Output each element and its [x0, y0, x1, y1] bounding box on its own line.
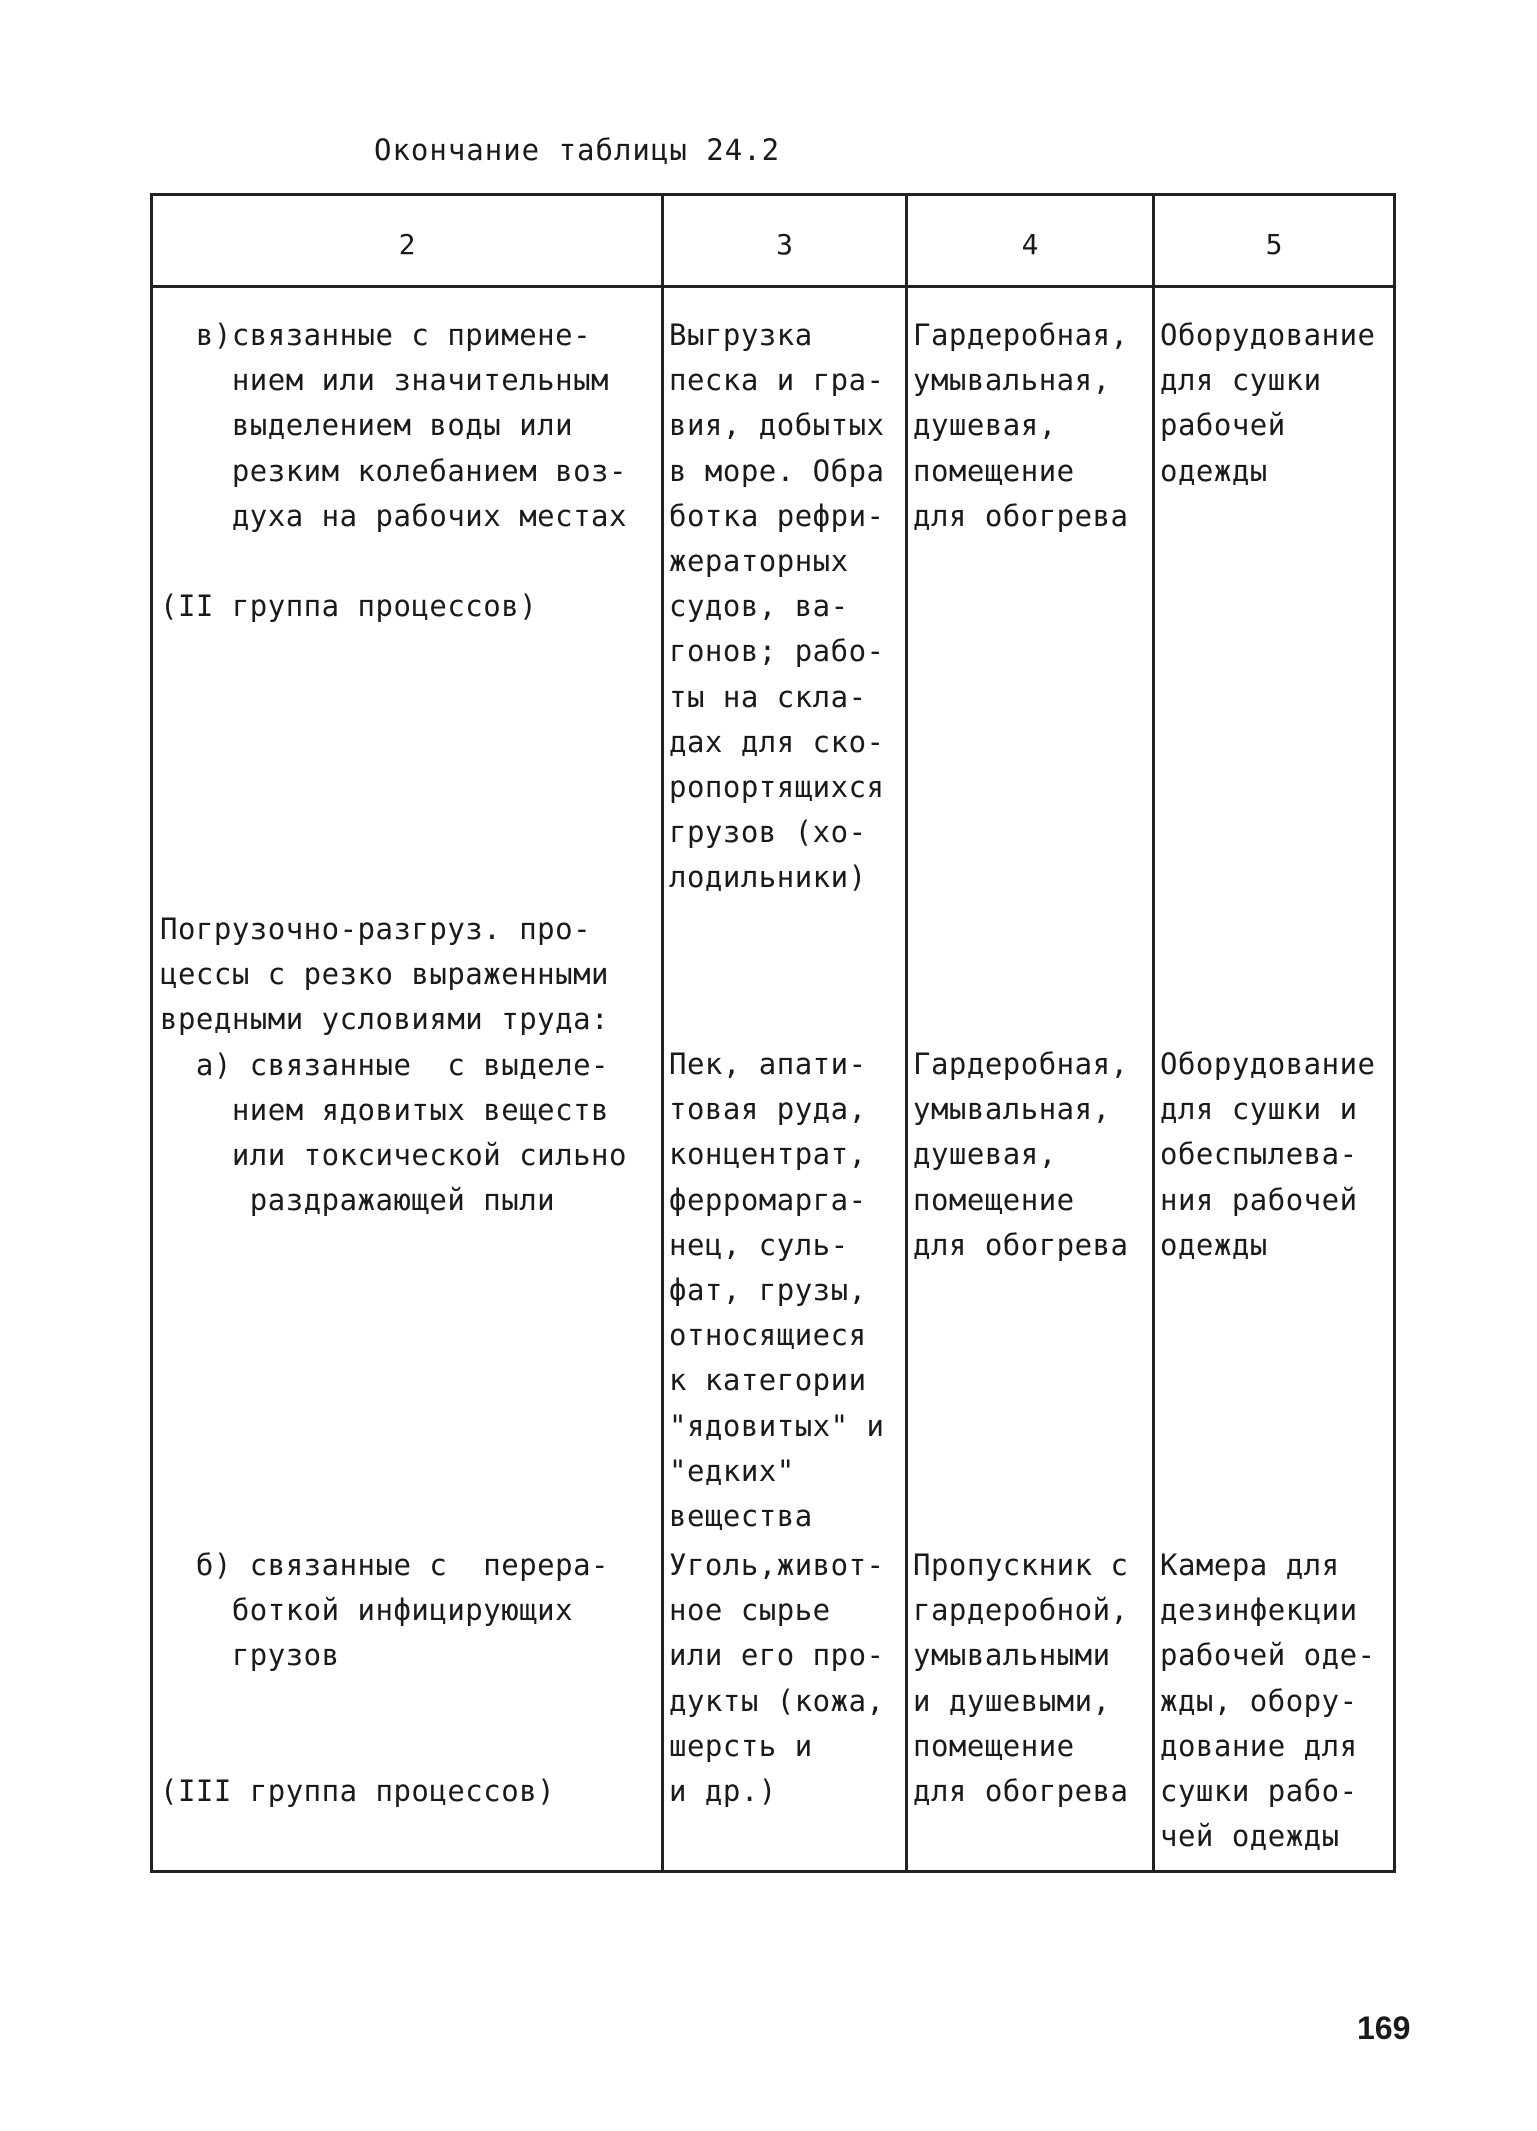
row-2-col-5: Оборудование для сушки и обеспылева- ния рабочей одежды: [1160, 1047, 1376, 1262]
row-2-col-4: Гардеробная, умывальная, душевая, помещение для обогрева: [913, 1047, 1129, 1262]
column-divider-2-3: [661, 193, 664, 1873]
row-3-col-2: б) связанные с перера- боткой инфицирующих грузов (III группа процессов): [160, 1548, 609, 1809]
header-col-3: 3: [776, 228, 793, 261]
row-2-col-2: Погрузочно-разгруз. про- цессы с резко выраженными вредными условиями труда: а) связанные с выделе- нием ядовитых веществ или токсической сильно раздражающей пыли: [160, 912, 627, 1218]
row-1-col-4: Гардеробная, умывальная, душевая, помещение для обогрева: [913, 318, 1129, 533]
header-col-5: 5: [1265, 228, 1283, 261]
row-1-col-3: Выгрузка песка и гра- вия, добытых в море. Обра ботка рефри- жераторных судов, ва- гонов; рабо- ты на скла- дах для ско- ропортящихся грузов (хо- лодильники): [669, 318, 885, 895]
row-3-col-5: Камера для дезинфекции рабочей оде- жды, обору- дование для сушки рабо- чей одежды: [1160, 1548, 1376, 1854]
header-col-2: 2: [398, 228, 416, 261]
column-divider-4-5: [1152, 193, 1155, 1873]
page-number: 169: [1357, 2010, 1411, 2046]
row-3-col-4: Пропускник с гардеробной, умывальными и душевыми, помещение для обогрева: [913, 1548, 1129, 1809]
table-caption: Окончание таблицы 24.2: [374, 133, 781, 167]
row-1-col-2: в)связанные с примене- нием или значительным выделением воды или резким колебанием воз- духа на рабочих местах (II группа процессов): [160, 318, 627, 624]
header-divider: [150, 285, 1396, 288]
header-col-4: 4: [1021, 228, 1039, 261]
row-2-col-3: Пек, апати- товая руда, концентрат, ферромарга- нец, суль- фат, грузы, относящиеся к категории "ядовитых" и "едких" вещества: [669, 1047, 885, 1534]
row-3-col-3: Уголь,живот- ное сырье или его про- дукты (кожа, шерсть и и др.): [669, 1548, 885, 1809]
column-divider-3-4: [905, 193, 908, 1873]
row-1-col-5: Оборудование для сушки рабочей одежды: [1160, 318, 1376, 488]
